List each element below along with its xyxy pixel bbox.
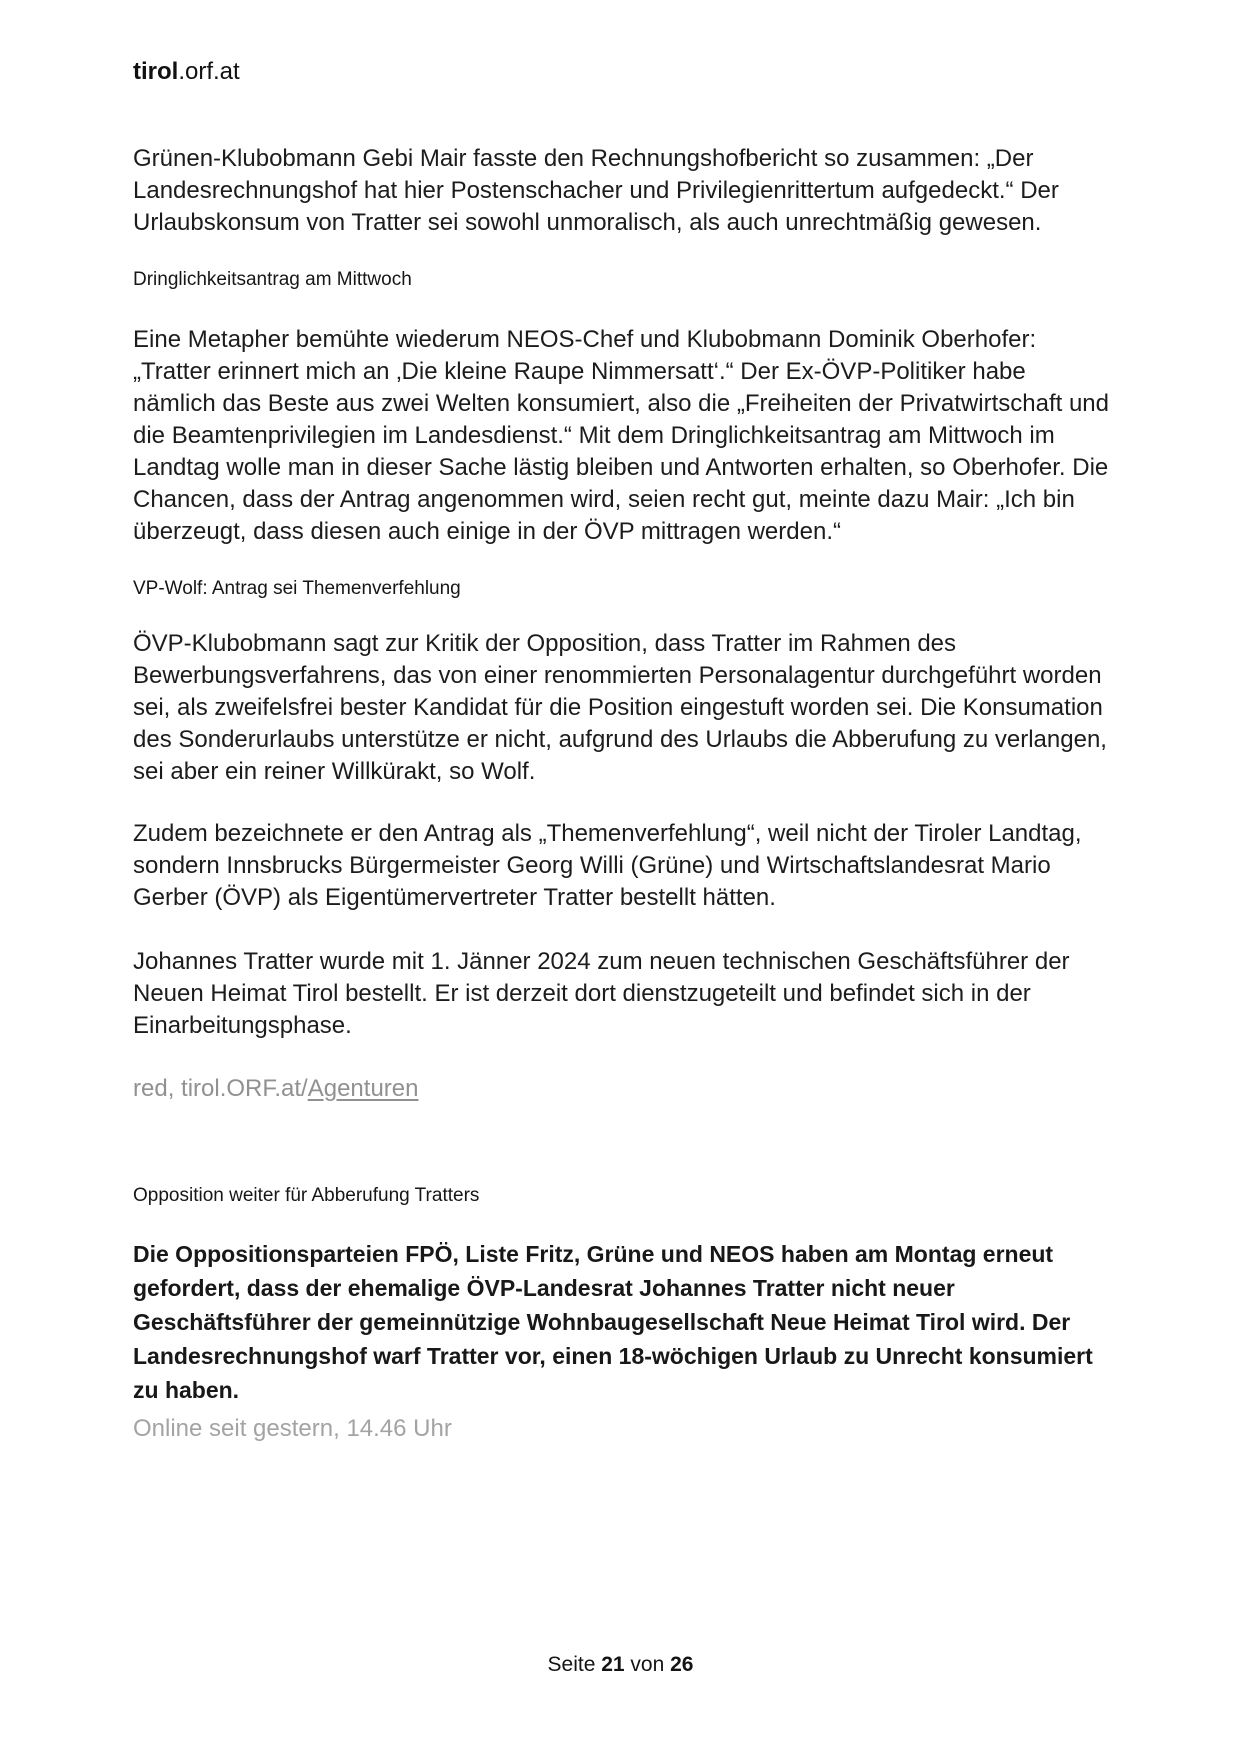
article-paragraph-3: ÖVP-Klubobmann sagt zur Kritik der Opposition, dass Tratter im Rahmen des Bewerbungsverfahrens, das von einer renommierten Personalagentur durchgeführt worden sei, als zweifelsfrei bester Kandidat für die Position eingestuft worden sei. Die Konsumation des Sonderurlaubs unterstütze er nicht, aufgrund des Urlaubs die Abberufung zu verlangen, sei aber ein reiner Willkürakt, so Wolf. bbox=[133, 630, 1107, 785]
page-footer bbox=[0, 1652, 1241, 1677]
next-article-kicker: Opposition weiter für Abberufung Tratters bbox=[133, 1185, 480, 1206]
article-paragraph-1: Grünen-Klubobmann Gebi Mair fasste den Rechnungshofbericht so zusammen: „Der Landesrechnungshof hat hier Postenschacher und Privilegienrittertum aufgedeckt.“ Der Urlaubskonsum von Tratter sei sowohl unmoralisch, als auch unrechtmäßig gewesen. bbox=[133, 145, 1059, 236]
footer-page-prefix: Seite bbox=[547, 1653, 602, 1676]
article-subheading-2: VP-Wolf: Antrag sei Themenverfehlung bbox=[133, 578, 461, 599]
article-paragraph-2: Eine Metapher bemühte wiederum NEOS-Chef und Klubobmann Dominik Oberhofer: „Tratter erinnert mich an ‚Die kleine Raupe Nimmersatt‘.“ Der Ex-ÖVP-Politiker habe nämlich das Beste aus zwei Welten konsumiert, also die „Freiheiten der Privatwirtschaft und die Beamtenprivilegien im Landesdienst.“ Mit dem Dringlichkeitsantrag am Mittwoch im Landtag wolle man in dieser Sache lästig bleiben und Antworten erhalten, so Oberhofer. Die Chancen, dass der Antrag angenommen wird, seien recht gut, meinte dazu Mair: „Ich bin überzeugt, dass diesen auch einige in der ÖVP mittragen werden.“ bbox=[133, 326, 1109, 545]
byline-credit-text: red, tirol.ORF.at/ bbox=[133, 1075, 308, 1102]
agenturen-link[interactable]: Agenturen bbox=[307, 1075, 419, 1102]
next-article-timestamp: Online seit gestern, 14.46 Uhr bbox=[133, 1415, 452, 1442]
site-name-rest: .orf.at bbox=[178, 58, 240, 85]
footer-page-number: 21 bbox=[601, 1653, 625, 1676]
footer-separator: von bbox=[624, 1653, 671, 1676]
article-subheading-1: Dringlichkeitsantrag am Mittwoch bbox=[133, 269, 412, 290]
site-name-bold: tirol bbox=[133, 58, 179, 85]
footer-page-total: 26 bbox=[670, 1653, 694, 1676]
next-article-lead: Die Oppositionsparteien FPÖ, Liste Fritz, Grüne und NEOS haben am Montag erneut gefordert, dass der ehemalige ÖVP-Landesrat Johannes Tratter nicht neuer Geschäftsführer der gemeinnützige Wohnbaugesellschaft Neue Heimat Tirol wird. Der Landesrechnungshof warf Tratter vor, einen 18-wöchigen Urlaub zu Unrecht konsumiert zu haben. bbox=[133, 1241, 1093, 1403]
article-paragraph-4: Zudem bezeichnete er den Antrag als „Themenverfehlung“, weil nicht der Tiroler Landtag, sondern Innsbrucks Bürgermeister Georg Willi (Grüne) und Wirtschaftslandesrat Mario Gerber (ÖVP) als Eigentümervertreter Tratter bestellt hätten. bbox=[133, 820, 1082, 911]
article-byline bbox=[133, 1074, 1113, 1104]
article-paragraph-5: Johannes Tratter wurde mit 1. Jänner 2024 zum neuen technischen Geschäftsführer der Neuen Heimat Tirol bestellt. Er ist derzeit dort dienstzugeteilt und befindet sich in der Einarbeitungsphase. bbox=[133, 948, 1070, 1039]
site-header bbox=[133, 57, 1113, 86]
